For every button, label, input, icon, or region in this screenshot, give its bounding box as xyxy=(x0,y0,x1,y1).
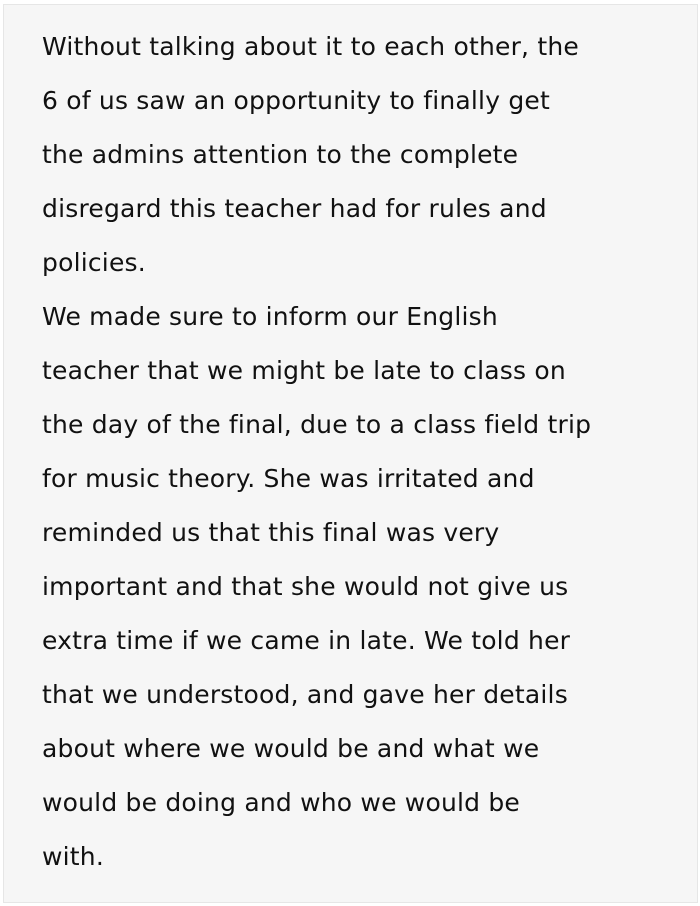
story-line: about where we would be and what we xyxy=(42,734,540,763)
story-line: disregard this teacher had for rules and xyxy=(42,194,547,223)
story-line: with. xyxy=(42,842,104,871)
story-card xyxy=(3,4,698,903)
story-line: that we understood, and gave her details xyxy=(42,680,568,709)
story-line: important and that she would not give us xyxy=(42,572,569,601)
story-line: the day of the final, due to a class field trip xyxy=(42,410,592,439)
story-line: policies. xyxy=(42,248,146,277)
story-line: Without talking about it to each other, the xyxy=(42,32,579,61)
story-line: We made sure to inform our English xyxy=(42,302,498,331)
story-line: the admins attention to the complete xyxy=(42,140,519,169)
story-line: teacher that we might be late to class on xyxy=(42,356,566,385)
story-line: reminded us that this final was very xyxy=(42,518,500,547)
story-line: 6 of us saw an opportunity to finally get xyxy=(42,86,550,115)
story-text xyxy=(4,5,697,884)
story-line: extra time if we came in late. We told her xyxy=(42,626,571,655)
story-line: would be doing and who we would be xyxy=(42,788,521,817)
story-line: for music theory. She was irritated and xyxy=(42,464,535,493)
